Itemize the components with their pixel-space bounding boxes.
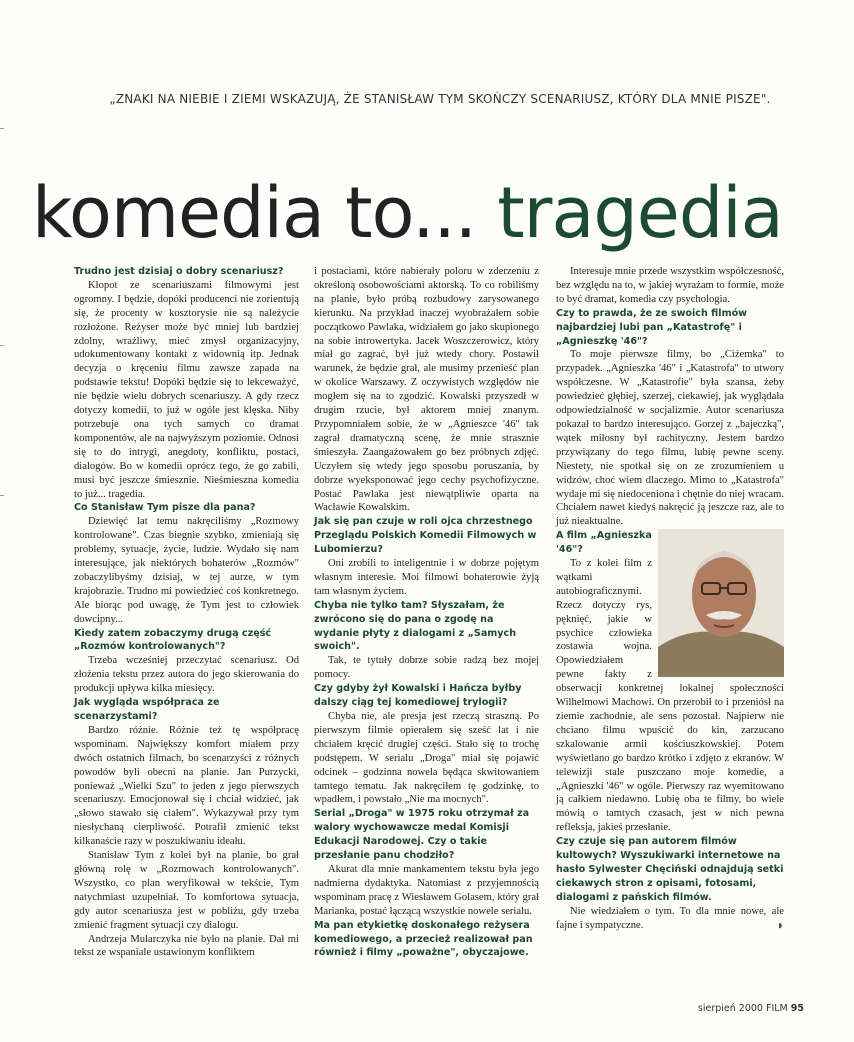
portrait-photo	[658, 529, 784, 677]
margin-tick	[0, 128, 4, 129]
interview-question: Czy gdyby żył Kowalski i Hańcza byłby dalszy ciąg tej komediowej trylogii?	[314, 683, 522, 709]
margin-tick	[0, 345, 4, 346]
interview-question: Serial „Droga" w 1975 roku otrzymał za walory wychowawcze medal Komisji Edukacji Narodowej. Czy o takie przesłanie panu chodziło?	[314, 808, 530, 862]
interview-question: Chyba nie tylko tam? Słyszałam, że zwrócono się do pana o zgodę na wydanie płyty z dialogami z „Samych swoich".	[314, 599, 517, 653]
interview-question: Jak wygląda współpraca ze scenarzystami?	[74, 697, 220, 722]
title-part-2: tragedia	[497, 172, 783, 254]
end-of-article-mark: ◗	[776, 917, 784, 932]
margin-tick	[0, 495, 4, 496]
answer-paragraph: Stanisław Tym z kolei był na planie, bo grał główną rolę w „Rozmowach kontrolowanych". Wszystko, co plan weryfikował w tekście, Tym natychmiast uzupełniał. To komfortowa sytuacja, gdy autor scenariusza jest w pobliżu, gdy trzeba zmienić fragment sytuacji czy dialogu.	[74, 850, 299, 931]
page-footer	[698, 1003, 804, 1014]
interview-question: Czy czuje się pan autorem filmów kultowych? Wyszukiwarki internetowe na hasło Sylwester Chęciński odnajdują setki ciekawych stron z opisami, fotosami, dialogami z pańskich filmów.	[556, 836, 784, 903]
pull-quote: „ZNAKI NA NIEBIE I ZIEMI WSKAZUJĄ, ŻE STANISŁAW TYM SKOŃCZY SCENARIUSZ, KTÓRY DLA MNIE PISZE".	[109, 92, 771, 106]
page-number: 95	[790, 1003, 804, 1014]
answer-paragraph: Oni zrobili to inteligentnie i w dobrze pojętym własnym interesie. Moi filmowi bohaterowie żyją tam własnym życiem.	[314, 558, 539, 597]
title-part-1: komedia to...	[32, 172, 476, 254]
answer-paragraph: Chyba nie, ale presja jest rzeczą straszną. Po pierwszym filmie opierałem się sześć lat i nie chciałem kręcić drugiej części. Stało się to trochę podstępem. W serialu „Droga" miał się pojawić odcinek – godzinna nowela będąca skwitowaniem tamtego tematu. Jak nakręciłem tę godzinkę, to wpadłem, i powstało „Nie ma mocnych".	[314, 711, 539, 806]
text-column-3	[556, 265, 784, 933]
answer-paragraph: Kłopot ze scenariuszami filmowymi jest ogromny. I będzie, dopóki producenci nie zorientują się, że procenty w kosztorysie nie są należycie rozłożone. Reżyser może być mniej lub bardziej zdolny, wrażliwy, mieć zmysł organizacyjny, udokumentowany kontakt z widownią itp. Jednak decyzja o kręceniu filmu zawsze zapada na podstawie tekstu! Dopóki będzie się to lekceważyć, nie będzie wielu dobrych scenariuszy. A gdy rzecz dotyczy komedii, to już w ogóle jest klęska. Niby potrzebuje ona tych samych co dramat komponentów, ale na najwyższym poziomie. Odnosi się to do intrygi, anegdoty, konfliktu, postaci, dialogów. Bo w komedii oprócz tego, że go zabili, musi być jeszcze śmiesznie. Nieśmieszna komedia to już... tragedia.	[74, 279, 299, 500]
interview-question: Kiedy zatem zobaczymy drugą część „Rozmów kontrolowanych"?	[74, 627, 272, 653]
interview-question: Czy to prawda, że ze swoich filmów najbardziej lubi pan „Katastrofę" i „Agnieszkę '46"?	[556, 307, 748, 347]
interview-question: Trudno jest dzisiaj o dobry scenariusz?	[74, 266, 284, 277]
text-column-1	[74, 265, 299, 960]
answer-paragraph: Nie wiedziałem o tym. To dla mnie nowe, ale fajne i sympatyczne. ◗	[556, 905, 784, 932]
interview-question: A film „Agnieszka '46"?	[556, 530, 652, 556]
answer-paragraph: Interesuje mnie przede wszystkim współczesność, bez względu na to, w jakiej wyrażam to formie, może to być dramat, komedia czy psychologia.	[556, 266, 784, 305]
footer-issue: sierpień 2000 FILM	[697, 1003, 788, 1014]
answer-paragraph: i postaciami, które nabierały poloru w zderzeniu z określoną osobowościami aktorską. To co robiliśmy na planie, było próbą rozbudowy zarysowanego kierunku. Na przykład inaczej wyobrażałem sobie początkowo Pawlaka, widziałem go jako skupionego na sobie introwertyka. Jacek Woszczerowicz, który miał go zagrać, był już wtedy chory. Postawił warunek, że będzie grał, ale musimy przenieść plan w okolice Warszawy. Z oczywistych względów nie mogłem się na to zgodzić. Kowalski przyszedł w drugim rzucie, był aktorem mniej znanym. Przypomniałem sobie, że w „Agnieszce '46" tak zagrał dramatyczną scenę, że mnie strasznie śmieszyła. Zaangażowałem go bez próbnych zdjęć. Uczyłem się wtedy jego sposobu poruszania, by dobrze wyeksponować jego cechy psychofizyczne. Postać Pawlaka jest niewątpliwie oparta na Wacławie Kowalskim.	[314, 266, 539, 514]
interview-question: Ma pan etykietkę doskonałego reżysera komediowego, a przecież realizował pan również i filmy „poważne", obyczajowe.	[314, 919, 533, 959]
answer-paragraph: Trzeba wcześniej przeczytać scenariusz. Od złożenia tekstu przez autora do jego skierowania do produkcji upływa kilka miesięcy.	[74, 655, 299, 695]
answer-paragraph: To moje pierwsze filmy, bo „Ciżemka" to przypadek. „Agnieszka '46" i „Katastrofa" to utwory współczesne. W „Katastrofie" była szansa, żeby powiedzieć głębiej, szerzej, ciekawiej, jak wyglądała odpowiedzialność w socjalizmie. Autor scenariusza pokazał to bardzo interesująco. Gorzej z „bajeczką", wątek miłosny był rachityczny. Jestem bardzo przywiązany do tego filmu, lubię pewne sceny. Niestety, nie spotkał się on ze zrozumieniem u widzów, choć wiem dlaczego. Mimo to „Katastrofa" wydaje mi się niedoceniona i chętnie do niej wracam. Chciałem nawet kiedyś nakręcić ją jeszcze raz, ale to już nieaktualne.	[556, 349, 784, 528]
answer-paragraph: Bardzo różnie. Różnie też tę współpracę wspominam. Największy komfort miałem przy dwóch ostatnich filmach, bo scenarzyści z różnych powodów byli obecni na planie. Jan Purzycki, ponieważ „Wielki Szu" to jeden z jego pierwszych scenariuszy. Emocjonował się i chciał widzieć, jak „słowo stawało się ciałem". Wykazywał przy tym niesłychaną cierpliwość. Potrafił zmienić tekst kilkanaście razy w poszukiwaniu ideału.	[74, 724, 299, 848]
interview-question: Jak się pan czuje w roli ojca chrzestnego Przeglądu Polskich Komedii Filmowych w Lubomierzu?	[314, 516, 537, 556]
portrait-illustration	[658, 529, 784, 677]
answer-paragraph: To z kolei film z wątkami autobiograficznymi. Rzecz dotyczy rys, pęknięć, jakie w psychice człowieka zostawia wojna. Opowiedziałem pewne fakty z obserwacji konkretnej lokalnej społeczności Wilhelmowi Machowi. On przerobił to i przeniósł na ziemie zachodnie, ale sens pozostał. Najpierw nie chciano filmu wpuścić do kin, zarzucano szkalowanie armii kościuszkowskiej. Potem wyświetlano go bardzo krótko i zdjęto z ekranów. W telewizji stale puszczano moje komedie, a „Agnieszki '46" w ogóle. Pierwszy raz wyemitowano ją całkiem niedawno. Lubię oba te filmy, bo wiele mówią o tamtych czasach, jest w nich pewna refleksja, jakieś przesłanie.	[556, 558, 784, 834]
answer-paragraph: Akurat dla mnie mankamentem tekstu była jego nadmierna dydaktyka. Natomiast z przyjemnością wspominam pracę z Wiesławem Golasem, który grał Marianka, postać łączącą wszystkie nowele serialu.	[314, 863, 539, 917]
answer-paragraph: Tak, te tytuły dobrze sobie radzą bez mojej pomocy.	[314, 655, 539, 681]
article-title	[32, 168, 783, 258]
answer-paragraph: Andrzeja Mularczyka nie było na planie. Dał mi tekst ze wspaniale ustawionym konfliktem	[74, 933, 299, 959]
answer-paragraph: Dziewięć lat temu nakręciliśmy „Rozmowy kontrolowane". Czas biegnie szybko, zmieniają się problemy, sytuacje, życie, ludzie. Wydało się nam interesujące, jak niektórych bohaterów „Rozmów" zobaczylibyśmy dzisiaj, w tej aurze, w tym krajobrazie. Trudno mi powiedzieć coś konkretnego. Ale biorąc pod uwagę, że Tym jest to człowiek dowcipny...	[74, 516, 299, 625]
text-column-2	[314, 265, 539, 960]
interview-question: Co Stanisław Tym pisze dla pana?	[74, 502, 256, 514]
